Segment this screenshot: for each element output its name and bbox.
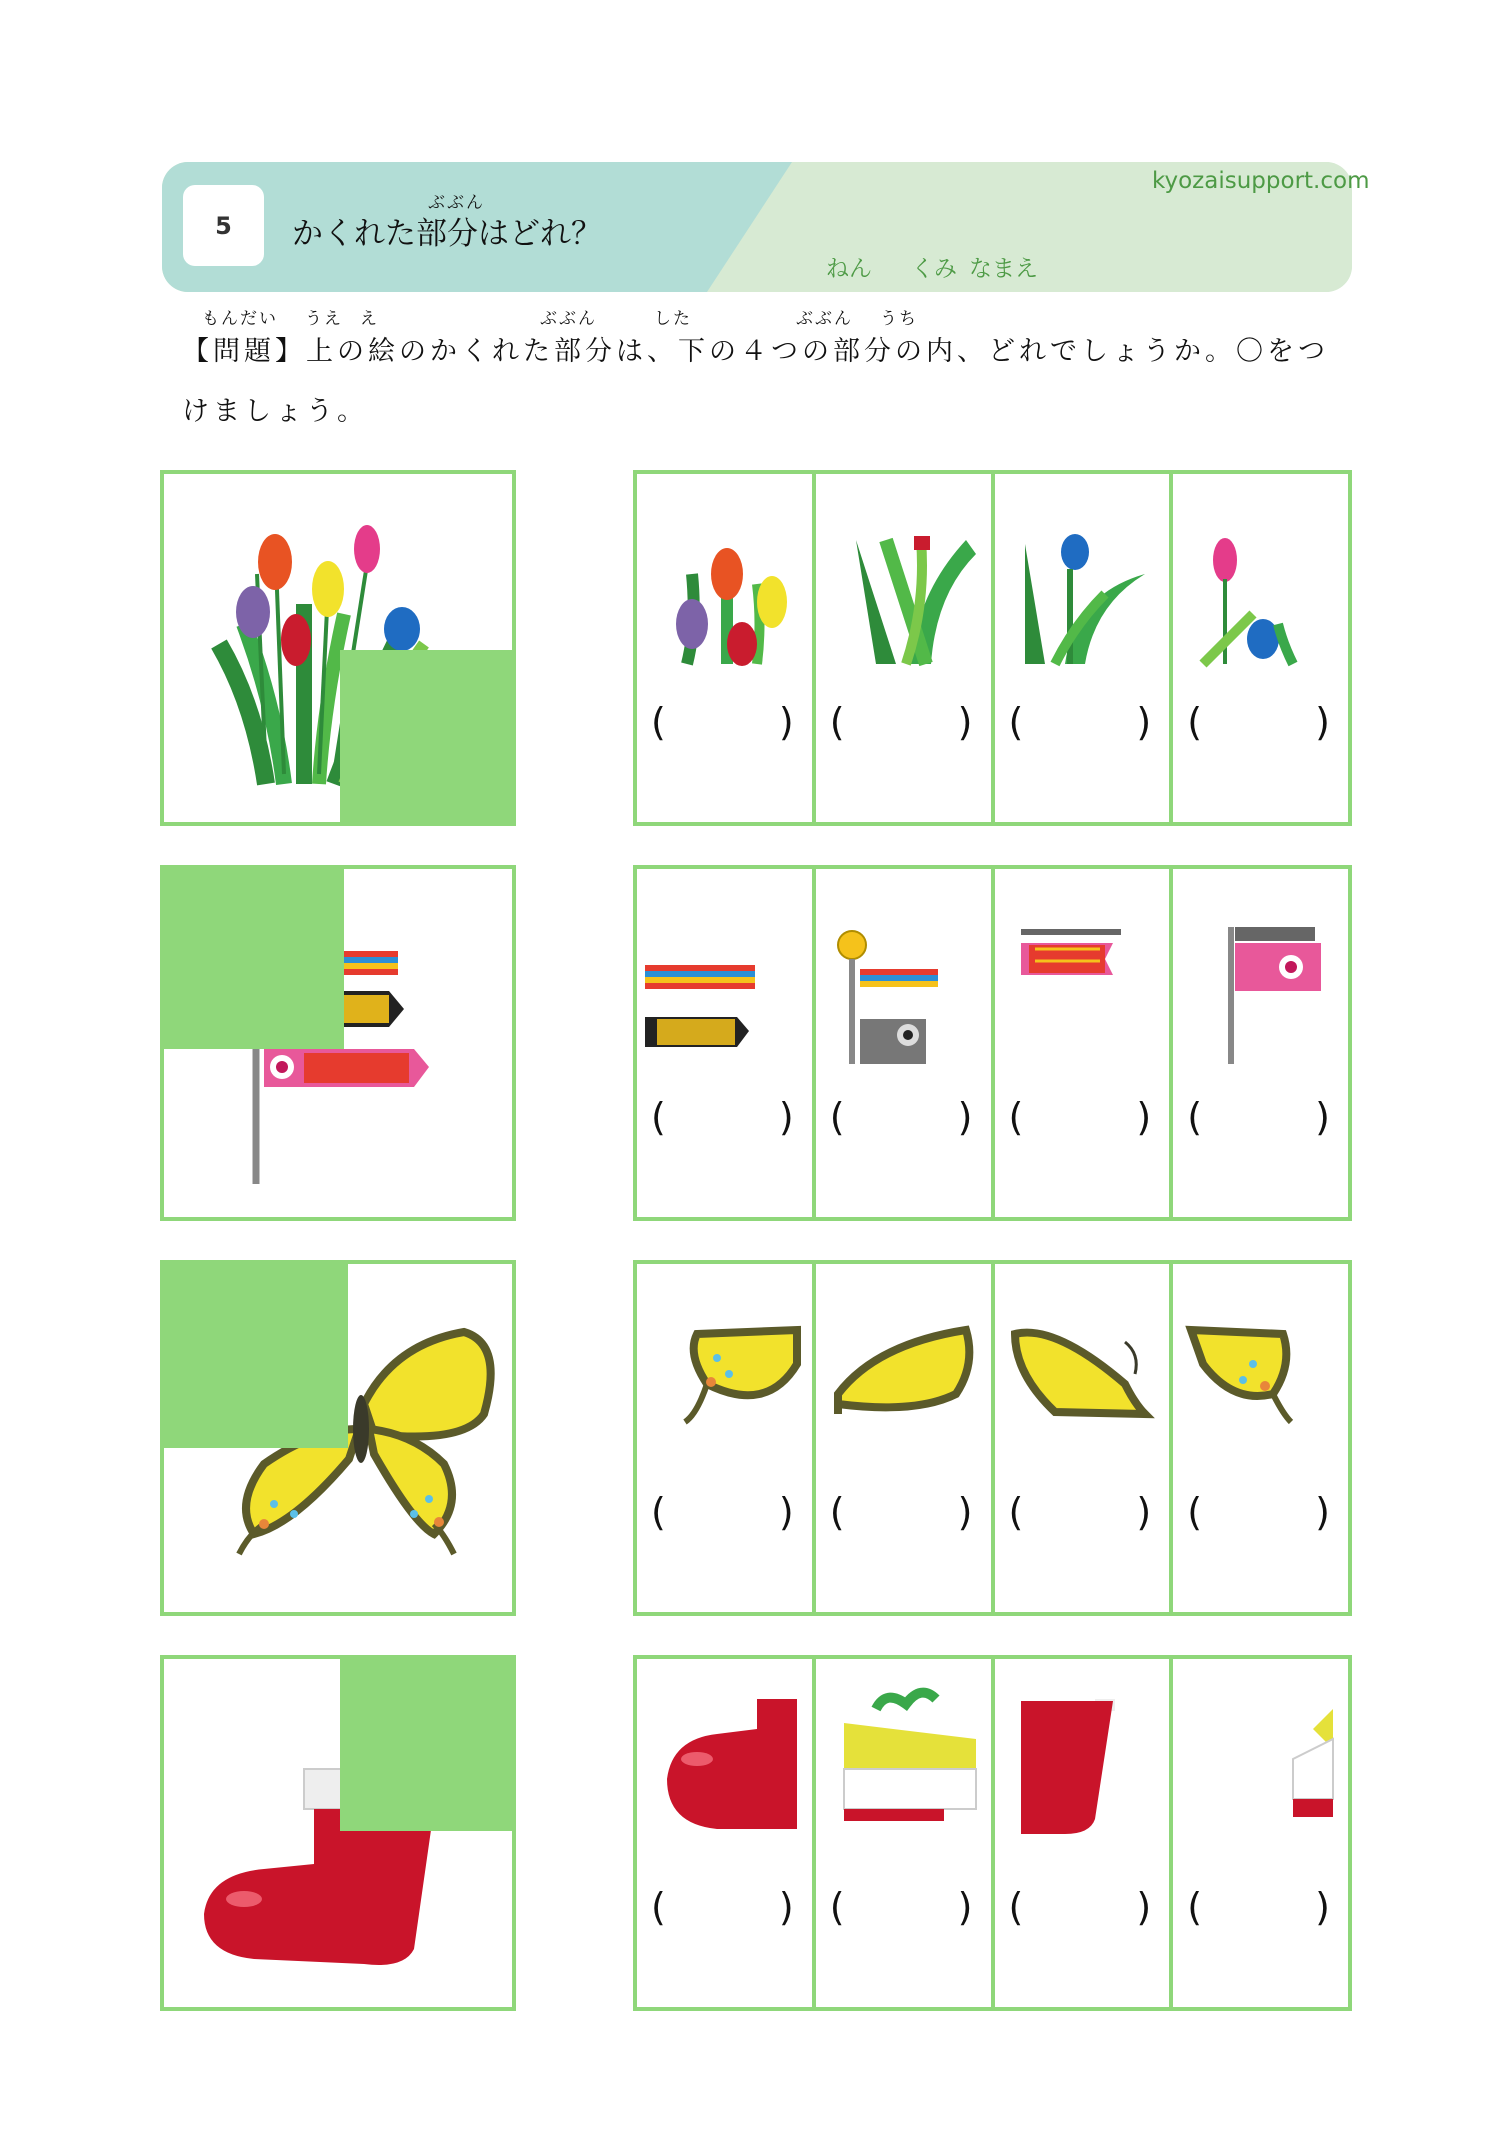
answer-row-butterfly <box>633 1260 1352 1616</box>
koinobori-piece-1 <box>637 869 813 1089</box>
name-label: なまえ <box>969 256 1038 282</box>
tulip-piece-4 <box>1173 474 1349 694</box>
koinobori-piece-3 <box>995 869 1171 1089</box>
answer-option-2[interactable] <box>816 1659 995 2007</box>
paren-open: ( <box>651 700 666 744</box>
instruction-text: 【問題】上の絵のかくれた部分は、下の４つの部分の内、どれでしょうか。〇をつけましょう。 <box>182 336 1329 427</box>
answer-paren <box>637 1490 812 1534</box>
answer-option-2[interactable] <box>816 869 995 1217</box>
answer-paren <box>995 1885 1170 1929</box>
answer-option-3[interactable] <box>995 1264 1174 1612</box>
answer-option-3[interactable] <box>995 869 1174 1217</box>
question-image-butterfly <box>160 1260 516 1616</box>
hiding-cover <box>164 869 344 1049</box>
paren-open: ( <box>1008 700 1024 744</box>
paren-open: ( <box>829 1885 845 1929</box>
answer-option-1[interactable] <box>637 1659 816 2007</box>
butterfly-piece-4 <box>1173 1264 1349 1484</box>
worksheet-number: 5 <box>183 185 264 266</box>
paren-open: ( <box>1008 1095 1024 1139</box>
answer-paren <box>1173 1885 1348 1929</box>
answer-option-2[interactable] <box>816 1264 995 1612</box>
paren-close: ) <box>1315 1490 1330 1534</box>
hiding-cover <box>164 1264 348 1448</box>
hiding-cover <box>340 1659 512 1831</box>
worksheet-title: かくれた部分はどれ？ <box>292 216 602 252</box>
paren-close: ) <box>778 700 794 744</box>
tulip-piece-2 <box>816 474 992 694</box>
answer-option-1[interactable] <box>637 869 816 1217</box>
koinobori-piece-4 <box>1173 869 1349 1089</box>
answer-option-1[interactable] <box>637 474 816 822</box>
answer-option-3[interactable] <box>995 1659 1174 2007</box>
answer-option-4[interactable] <box>1173 1659 1348 2007</box>
paren-open: ( <box>829 700 845 744</box>
ruby-bubun-1: ぶぶん <box>540 309 597 329</box>
ruby-bubun-2: ぶぶん <box>796 309 853 329</box>
question-image-tulips <box>160 470 516 826</box>
paren-open: ( <box>829 1490 845 1534</box>
paren-open: ( <box>1187 1490 1203 1534</box>
paren-open: ( <box>651 1885 666 1929</box>
answer-option-2[interactable] <box>816 474 995 822</box>
paren-close: ) <box>1136 1095 1152 1139</box>
class-label: くみ <box>911 256 957 282</box>
paren-close: ) <box>1136 1885 1152 1929</box>
paren-close: ) <box>778 1885 794 1929</box>
paren-close: ) <box>778 1095 794 1139</box>
answer-paren <box>995 1490 1170 1534</box>
answer-paren <box>1173 1095 1348 1139</box>
grade-label: ねん <box>826 256 872 282</box>
answer-paren <box>1173 700 1348 744</box>
answer-paren <box>995 1095 1170 1139</box>
paren-close: ) <box>1315 1095 1330 1139</box>
paren-close: ) <box>957 1885 973 1929</box>
paren-close: ) <box>957 700 973 744</box>
question-image-koinobori <box>160 865 516 1221</box>
paren-close: ) <box>778 1490 794 1534</box>
answer-paren <box>637 1885 812 1929</box>
ruby-shita: した <box>654 309 692 329</box>
stocking-piece-4 <box>1173 1659 1349 1879</box>
paren-open: ( <box>829 1095 845 1139</box>
paren-close: ) <box>957 1490 973 1534</box>
paren-close: ) <box>1315 700 1330 744</box>
stocking-piece-2 <box>816 1659 992 1879</box>
title-ruby: ぶぶん <box>428 193 485 213</box>
paren-open: ( <box>1008 1885 1024 1929</box>
answer-option-4[interactable] <box>1173 474 1348 822</box>
butterfly-piece-2 <box>816 1264 992 1484</box>
answer-row-koinobori <box>633 865 1352 1221</box>
answer-paren <box>995 700 1170 744</box>
paren-open: ( <box>651 1490 666 1534</box>
hiding-cover <box>340 650 512 822</box>
stocking-piece-1 <box>637 1659 813 1879</box>
site-url: kyozaisupport.com <box>1152 168 1370 194</box>
answer-paren <box>816 1885 991 1929</box>
butterfly-piece-3 <box>995 1264 1171 1484</box>
answer-paren <box>637 700 812 744</box>
ruby-e: え <box>360 309 379 329</box>
koinobori-piece-2 <box>816 869 992 1089</box>
paren-open: ( <box>1187 1095 1203 1139</box>
paren-close: ) <box>1136 1490 1152 1534</box>
answer-paren <box>816 700 991 744</box>
paren-open: ( <box>1187 1885 1203 1929</box>
answer-paren <box>816 1490 991 1534</box>
answer-option-4[interactable] <box>1173 1264 1348 1612</box>
paren-open: ( <box>651 1095 666 1139</box>
answer-row-tulips <box>633 470 1352 826</box>
stocking-piece-3 <box>995 1659 1171 1879</box>
answer-option-4[interactable] <box>1173 869 1348 1217</box>
question-image-stocking <box>160 1655 516 2011</box>
butterfly-piece-1 <box>637 1264 813 1484</box>
ruby-mondai: もんだい <box>202 309 278 329</box>
answer-paren <box>637 1095 812 1139</box>
paren-open: ( <box>1008 1490 1024 1534</box>
answer-paren <box>1173 1490 1348 1534</box>
answer-option-3[interactable] <box>995 474 1174 822</box>
tulip-piece-3 <box>995 474 1171 694</box>
paren-close: ) <box>957 1095 973 1139</box>
tulip-piece-1 <box>637 474 813 694</box>
answer-row-stocking <box>633 1655 1352 2011</box>
paren-open: ( <box>1187 700 1203 744</box>
ruby-ue: うえ <box>305 309 343 329</box>
ruby-uchi: うち <box>880 309 918 329</box>
answer-option-1[interactable] <box>637 1264 816 1612</box>
paren-close: ) <box>1136 700 1152 744</box>
answer-paren <box>816 1095 991 1139</box>
paren-close: ) <box>1315 1885 1330 1929</box>
